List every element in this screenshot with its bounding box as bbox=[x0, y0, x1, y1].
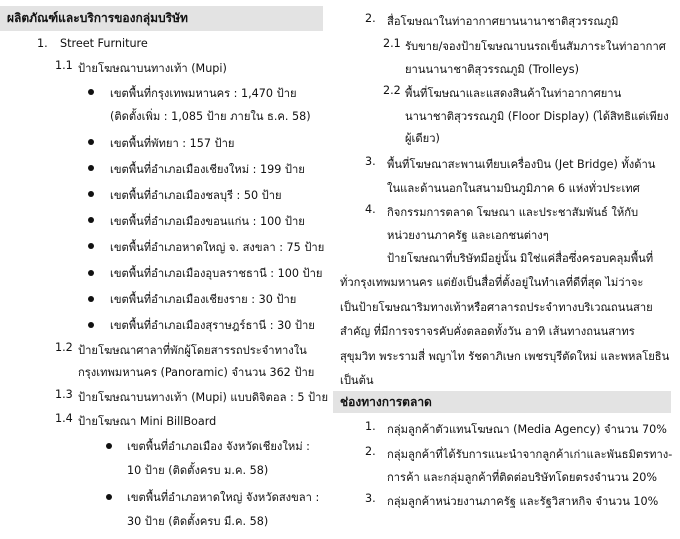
sub-2-1-number: 2.1 bbox=[383, 37, 401, 50]
section-header-products-text: ผลิตภัณฑ์และบริการของกลุ่มบริษัท bbox=[7, 11, 188, 25]
bullet-icon bbox=[88, 217, 94, 223]
item-2-label: สื่อโฆษณาในท่าอากาศยานนานาชาติสุวรรณภูมิ bbox=[387, 15, 619, 28]
paragraph-line: เป็นป้ายโฆษณาริมทางเท้าหรือศาลารถประจำทางบริเวณถนนสาย bbox=[340, 301, 653, 314]
bullet-chiangrai: เขตพื้นที่อำเภอเมืองเชียงราย : 30 ป้าย bbox=[110, 293, 297, 306]
bullet-miniboard-chiangmai-line2: 10 ป้าย (ติดตั้งครบ ม.ค. 58) bbox=[127, 464, 269, 477]
paragraph-line: ทั่วกรุงเทพมหานคร แต่ยังเป็นสื่อที่ตั้งอยู่ในทำเลที่ดีที่สุด ไม่ว่าจะ bbox=[340, 276, 644, 289]
bullet-icon bbox=[106, 494, 112, 500]
paragraph-line: สำคัญ ที่มีการจราจรคับคั่งตลอดทั้งวัน อาทิ เส้นทางถนนสาทร bbox=[340, 325, 635, 338]
sub-1-4-number: 1.4 bbox=[55, 412, 73, 425]
paragraph-line: สุขุมวิท พระรามสี่ พญาไท รัชดาภิเษก เพชรบุรีตัดใหม่ และพหลโยธิน bbox=[340, 350, 670, 363]
bullet-icon bbox=[88, 191, 94, 197]
bullet-chonburi: เขตพื้นที่อำเภอเมืองชลบุรี : 50 ป้าย bbox=[110, 189, 282, 202]
bullet-pattaya: เขตพื้นที่พัทยา : 157 ป้าย bbox=[110, 137, 235, 150]
bullet-khonkaen: เขตพื้นที่อำเภอเมืองขอนแก่น : 100 ป้าย bbox=[110, 215, 305, 228]
item-3-number: 3. bbox=[365, 155, 376, 168]
bullet-bangkok-line2: (ติดตั้งเพิ่ม : 1,085 ป้าย ภายใน ธ.ค. 58) bbox=[110, 110, 311, 123]
channel-2-line2: การค้า และกลุ่มลูกค้าที่ติดต่อบริษัทโดยตรงจำนวน 20% bbox=[387, 471, 658, 484]
bullet-icon bbox=[88, 270, 94, 276]
item-4-number: 4. bbox=[365, 203, 376, 216]
bullet-icon bbox=[88, 296, 94, 302]
channel-1-number: 1. bbox=[365, 420, 376, 433]
bullet-icon bbox=[88, 89, 94, 95]
bullet-icon bbox=[106, 443, 112, 449]
bullet-hatyai: เขตพื้นที่อำเภอหาดใหญ่ จ. สงขลา : 75 ป้าย bbox=[110, 241, 325, 254]
sub-2-2-line2: นานาชาติสุวรรณภูมิ (Floor Display) (ได้สิทธิแต่เพียง bbox=[405, 110, 669, 123]
item-3-line1: พื้นที่โฆษณาสะพานเทียบเครื่องบิน (Jet Bridge) ทั้งด้าน bbox=[387, 158, 656, 171]
bullet-ubon: เขตพื้นที่อำเภอเมืองอุบลราชธานี : 100 ป้าย bbox=[110, 267, 323, 280]
bullet-miniboard-hatyai-line2: 30 ป้าย (ติดตั้งครบ มี.ค. 58) bbox=[127, 515, 269, 528]
channel-3-number: 3. bbox=[365, 492, 376, 505]
bullet-bangkok-line1: เขตพื้นที่กรุงเทพมหานคร : 1,470 ป้าย bbox=[110, 87, 297, 100]
channel-1-label: กลุ่มลูกค้าตัวแทนโฆษณา (Media Agency) จำนวน 70% bbox=[387, 423, 667, 436]
sub-2-2-line3: ผู้เดียว) bbox=[405, 132, 440, 145]
section-header-products bbox=[0, 6, 323, 31]
sub-1-3-label: ป้ายโฆษณาบนทางเท้า (Mupi) แบบดิจิตอล : 5 ป้าย bbox=[78, 391, 328, 404]
bullet-chiangmai: เขตพื้นที่อำเภอเมืองเชียงใหม่ : 199 ป้าย bbox=[110, 163, 305, 176]
sub-1-3-number: 1.3 bbox=[55, 388, 73, 401]
item-1-label: Street Furniture bbox=[60, 37, 148, 50]
item-1-number: 1. bbox=[37, 37, 48, 50]
paragraph-line: ป้ายโฆษณาที่บริษัทมีอยู่นั้น มิใช่แค่สื่อซึ่งครอบคลุมพื้นที่ bbox=[387, 252, 654, 265]
section-header-marketing-text: ช่องทางการตลาด bbox=[340, 394, 432, 409]
bullet-icon bbox=[88, 139, 94, 145]
sub-2-1-line1: รับขาย/จองป้ายโฆษณาบนรถเข็นสัมภาระในท่าอากาศ bbox=[405, 40, 666, 53]
sub-1-4-label: ป้ายโฆษณา Mini BillBoard bbox=[78, 415, 217, 428]
bullet-suratthani: เขตพื้นที่อำเภอเมืองสุราษฎร์ธานี : 30 ป้าย bbox=[110, 319, 315, 332]
section-header-marketing bbox=[333, 391, 671, 413]
sub-2-2-line1: พื้นที่โฆษณาและแสดงสินค้าในท่าอากาศยาน bbox=[405, 87, 622, 100]
sub-1-1-label: ป้ายโฆษณาบนทางเท้า (Mupi) bbox=[78, 62, 227, 75]
channel-3-label: กลุ่มลูกค้าหน่วยงานภาครัฐ และรัฐวิสาหกิจ จำนวน 10% bbox=[387, 495, 659, 508]
item-4-line2: หน่วยงานภาครัฐ และเอกชนต่างๆ bbox=[387, 229, 549, 242]
sub-1-1-number: 1.1 bbox=[55, 59, 73, 72]
sub-1-2-line1: ป้ายโฆษณาศาลาที่พักผู้โดยสารรถประจำทางใน bbox=[78, 344, 307, 357]
sub-1-2-line2: กรุงเทพมหานคร (Panoramic) จำนวน 362 ป้าย bbox=[78, 366, 315, 379]
paragraph-line: เป็นต้น bbox=[340, 374, 374, 387]
sub-2-2-number: 2.2 bbox=[383, 84, 401, 97]
channel-2-number: 2. bbox=[365, 445, 376, 458]
bullet-icon bbox=[88, 322, 94, 328]
sub-2-1-line2: ยานนานาชาติสุวรรณภูมิ (Trolleys) bbox=[405, 63, 579, 76]
item-4-line1: กิจกรรมการตลาด โฆษณา และประชาสัมพันธ์ ให้กับ bbox=[387, 206, 639, 219]
bullet-icon bbox=[88, 243, 94, 249]
sub-1-2-number: 1.2 bbox=[55, 341, 73, 354]
bullet-icon bbox=[88, 165, 94, 171]
item-2-number: 2. bbox=[365, 12, 376, 25]
item-3-line2: ในและด้านนอกในสนามบินภูมิภาค 6 แห่งทั่วประเทศ bbox=[387, 182, 640, 195]
bullet-miniboard-hatyai-line1: เขตพื้นที่อำเภอหาดใหญ่ จังหวัดสงขลา : bbox=[127, 491, 320, 504]
bullet-miniboard-chiangmai-line1: เขตพื้นที่อำเภอเมือง จังหวัดเชียงใหม่ : bbox=[127, 440, 310, 453]
channel-2-line1: กลุ่มลูกค้าที่ได้รับการแนะนำจากลูกค้าเก่าและพันธมิตรทาง- bbox=[387, 448, 673, 461]
